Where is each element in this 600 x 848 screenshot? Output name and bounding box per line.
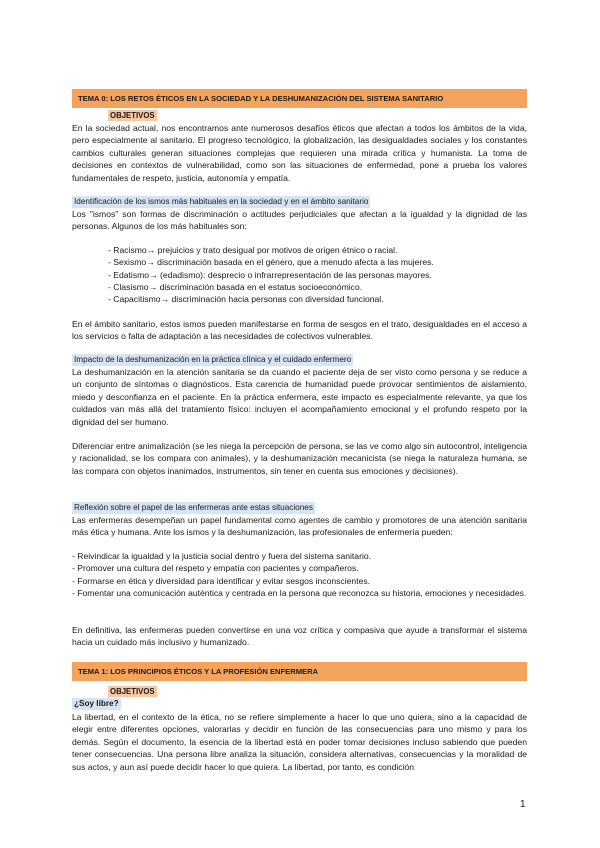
list-item: - Promover una cultura del respeto y empatía con pacientes y compañeros.: [72, 563, 359, 574]
list-item: - Formarse en ética y diversidad para identificar y evitar sesgos inconscientes.: [72, 575, 371, 586]
question-heading: ¿Soy libre?: [74, 699, 119, 708]
list-item: - Racismo→ prejuicios y trato desigual por motivos de origen étnico o racial.: [108, 245, 398, 255]
tema0-intro-paragraph: En la sociedad actual, nos encontramos ante numerosos desafíos éticos que afectan a todos los ámbitos de la vida, pero especialmente al sanitario. El progreso tecnológico, la globalización, las desigualdades sociales y los constantes cambios culturales generan situaciones complejas que requieren una mirada crítica y humanista. La toma de decisiones en contextos de vulnerabilidad, como son las situaciones de enfermedad, pone a prueba los valores fundamentales de respeto, justicia, autonomía y empatía.: [72, 123, 527, 183]
list-item: - Sexismo→ discriminación basada en el género, que a menudo afecta a las mujeres.: [108, 257, 434, 268]
acciones-list: [72, 550, 527, 599]
ismos-intro-paragraph: Los "ismos" son formas de discriminación o actitudes perjudiciales que afectan a la igualdad y la dignidad de las personas. Algunos de los más habituales son:: [72, 209, 527, 232]
list-item: - Reivindicar la igualdad y la justicia social dentro y fuera del sistema sanitario.: [72, 551, 372, 561]
ismos-list: [108, 244, 527, 305]
list-item: - Fomentar una comunicación auténtica y centrada en la persona que reconozca su historia, emociones y necesidades.: [72, 587, 527, 598]
enfermeras-paragraph: Las enfermeras desempeñan un papel fundamental como agentes de cambio y promotores de una atención sanitaria más ética y humana. Ante los ismos y la deshumanización, las profesionales de enfermería pueden:: [72, 515, 527, 538]
animalizacion-paragraph: Diferenciar entre animalización (se les niega la percepción de persona, se las ve como algo sin autocontrol, inteligencia y racionalidad, se los compara con animales), y la deshumanización mecanicista (se niega la naturaleza humana, se las compara con objetos inanimados, instrumentos, sin tener en cuenta sus emociones y decisiones).: [72, 441, 527, 476]
list-item: - Capacitismo→ discriminación hacia personas con diversidad funcional.: [108, 294, 384, 305]
list-item: - Edatismo→ (edadismo): desprecio o infrarrepresentación de las personas mayores.: [108, 269, 432, 280]
list-item: - Clasismo→ discriminación basada en el estatus socioeconómico.: [108, 281, 363, 292]
section-heading-enfermeras: Reflexión sobre el papel de las enfermeras ante estas situaciones: [74, 503, 313, 512]
page-number: 1: [520, 799, 526, 810]
conclusion-paragraph: En definitiva, las enfermeras pueden convertirse en una voz crítica y compasiva que ayude a transformar el sistema hacia un cuidado más inclusivo y humanizado.: [72, 625, 527, 648]
deshumanizacion-paragraph: La deshumanización en la atención sanitaria se da cuando el paciente deja de ser visto como persona y se reduce a un conjunto de síntomas o diagnósticos. Esta carencia de humanidad puede provocar sentimientos de aislamiento, miedo y desconfianza en el paciente. En la práctica enfermera, este impacto es especialmente relevante, ya que los cuidados van más allá del tratamiento físico: incluyen el acompañamiento emocional y el profundo respeto por la dignidad del ser humano.: [72, 367, 527, 427]
ismos-sanitario-paragraph: En el ámbito sanitario, estos ismos pueden manifestarse en forma de sesgos en el trato, desigualdades en el acceso a los servicios o falta de adaptación a las necesidades de colectivos vulnerables.: [72, 319, 527, 342]
section-heading-deshumanizacion: Impacto de la deshumanización en la práctica clínica y el cuidado enfermero: [74, 355, 352, 364]
tema0-header: TEMA 0: LOS RETOS ÉTICOS EN LA SOCIEDAD Y LA DESHUMANIZACIÓN DEL SISTEMA SANITARIO: [72, 89, 527, 108]
libertad-paragraph: La libertad, en el contexto de la ética, no se refiere simplemente a hacer lo que uno quiera, sino a la capacidad de elegir entre diferentes opciones, valorarlas y decidir en función de las consecuencias para uno mismo y para los demás. Según el documento, la esencia de la libertad está en poder tomar decisiones incluso sabiendo que pueden tener consecuencias. Una persona libre analiza la situación, considera alternativas, consecuencias y la moralidad de sus actos, y aun así puede decidir hacer lo que quiera. La libertad, por tanto, es condición: [72, 712, 527, 772]
tema0-objetivos-label: OBJETIVOS: [110, 111, 155, 120]
section-heading-ismos: Identificación de los ismos más habituales en la sociedad y en el ámbito sanitario: [74, 197, 369, 206]
tema1-header: TEMA 1: LOS PRINCIPIOS ÉTICOS Y LA PROFESIÓN ENFERMERA: [72, 662, 527, 681]
tema1-objetivos-label: OBJETIVOS: [110, 687, 155, 696]
